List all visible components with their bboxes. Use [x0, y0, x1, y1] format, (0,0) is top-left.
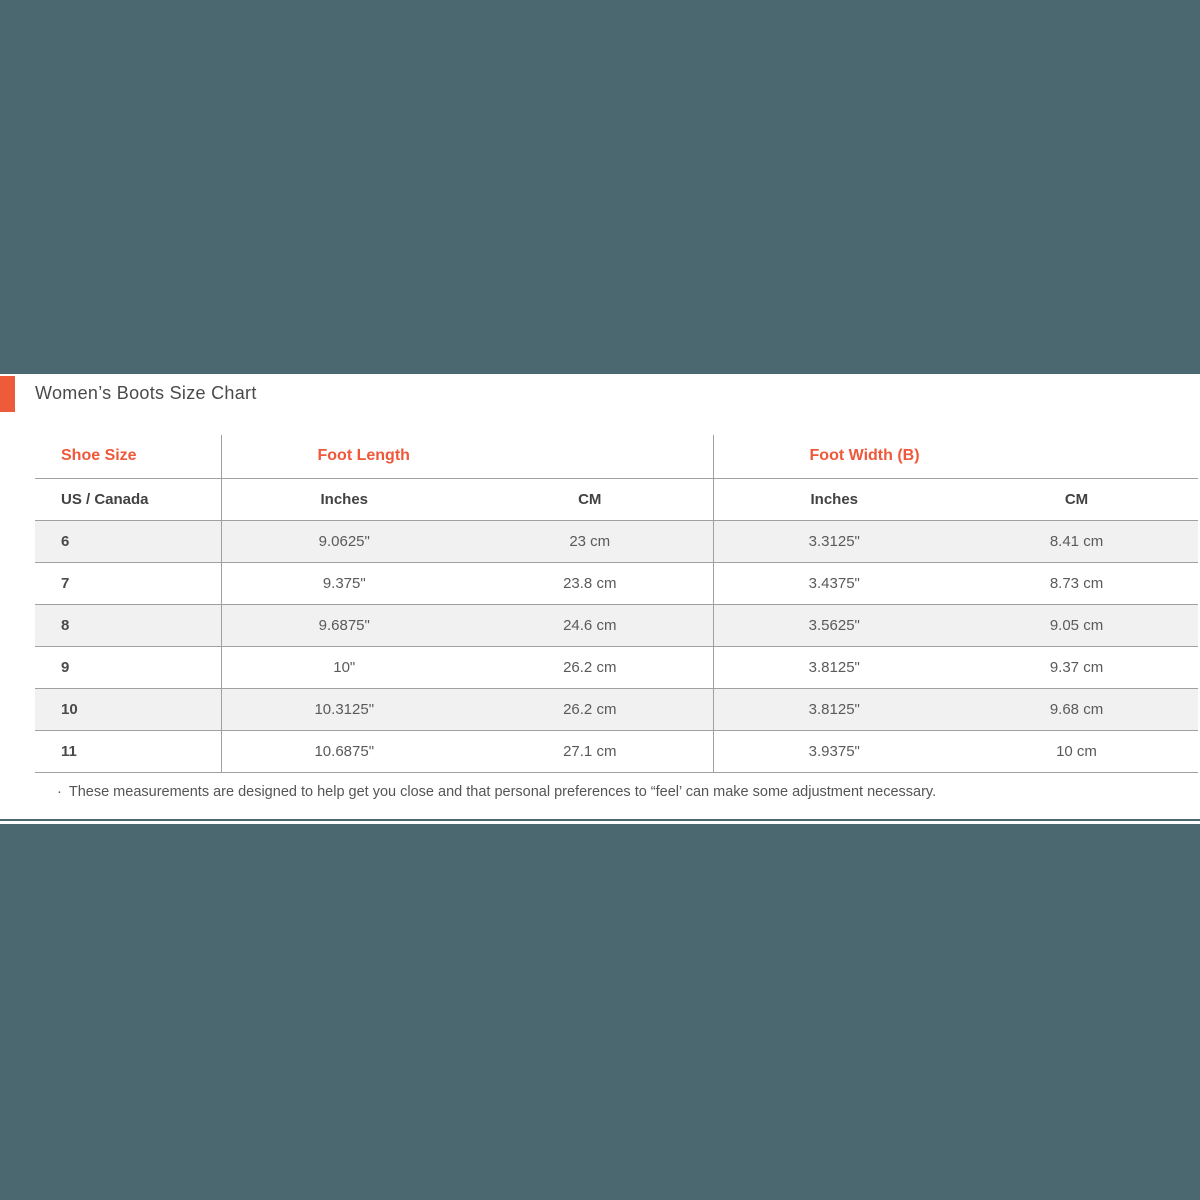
- cell-length-inches: 10.3125": [221, 688, 467, 730]
- table-row: [35, 688, 1198, 730]
- cell-length-inches: 9.6875": [221, 604, 467, 646]
- cell-width-inches: 3.9375": [713, 730, 955, 772]
- group-header-foot-width: Foot Width (B): [713, 435, 1198, 478]
- column-header-width-inches: Inches: [713, 478, 955, 520]
- cell-length-cm: 26.2 cm: [467, 646, 713, 688]
- content-panel: [0, 374, 1200, 824]
- column-header-width-cm: CM: [955, 478, 1198, 520]
- cell-width-cm: 9.05 cm: [955, 604, 1198, 646]
- subheader-row: [35, 478, 1198, 520]
- cell-length-cm: 26.2 cm: [467, 688, 713, 730]
- footnote: [57, 784, 936, 800]
- cell-length-inches: 10.6875": [221, 730, 467, 772]
- cell-width-inches: 3.8125": [713, 688, 955, 730]
- column-header-length-cm: CM: [467, 478, 713, 520]
- cell-length-cm: 23 cm: [467, 520, 713, 562]
- cell-size: 9: [35, 646, 221, 688]
- accent-bar: [0, 376, 15, 412]
- group-header-row: [35, 435, 1198, 478]
- table-row: [35, 730, 1198, 772]
- table-row: [35, 604, 1198, 646]
- table-row: [35, 562, 1198, 604]
- cell-length-inches: 9.375": [221, 562, 467, 604]
- cell-width-cm: 9.37 cm: [955, 646, 1198, 688]
- cell-size: 6: [35, 520, 221, 562]
- cell-width-inches: 3.5625": [713, 604, 955, 646]
- cell-length-cm: 24.6 cm: [467, 604, 713, 646]
- cell-width-inches: 3.8125": [713, 646, 955, 688]
- page-title: Women’s Boots Size Chart: [35, 383, 257, 403]
- table-row: [35, 646, 1198, 688]
- cell-length-cm: 27.1 cm: [467, 730, 713, 772]
- cell-size: 7: [35, 562, 221, 604]
- cell-width-cm: 9.68 cm: [955, 688, 1198, 730]
- column-header-length-inches: Inches: [221, 478, 467, 520]
- cell-size: 11: [35, 730, 221, 772]
- group-header-shoe-size: Shoe Size: [35, 435, 221, 478]
- cell-width-inches: 3.4375": [713, 562, 955, 604]
- cell-size: 10: [35, 688, 221, 730]
- size-chart-table: [35, 435, 1198, 773]
- cell-length-inches: 10": [221, 646, 467, 688]
- bottom-divider: [0, 819, 1200, 821]
- cell-width-cm: 10 cm: [955, 730, 1198, 772]
- footnote-text: These measurements are designed to help get you close and that personal preferences to “feel’ can make some adjustment necessary.: [68, 784, 937, 800]
- cell-width-inches: 3.3125": [713, 520, 955, 562]
- cell-width-cm: 8.73 cm: [955, 562, 1198, 604]
- group-header-foot-length: Foot Length: [221, 435, 713, 478]
- cell-length-cm: 23.8 cm: [467, 562, 713, 604]
- column-header-us-canada: US / Canada: [35, 478, 221, 520]
- cell-size: 8: [35, 604, 221, 646]
- cell-width-cm: 8.41 cm: [955, 520, 1198, 562]
- cell-length-inches: 9.0625": [221, 520, 467, 562]
- footnote-bullet: ·: [57, 784, 62, 800]
- table-row: [35, 520, 1198, 562]
